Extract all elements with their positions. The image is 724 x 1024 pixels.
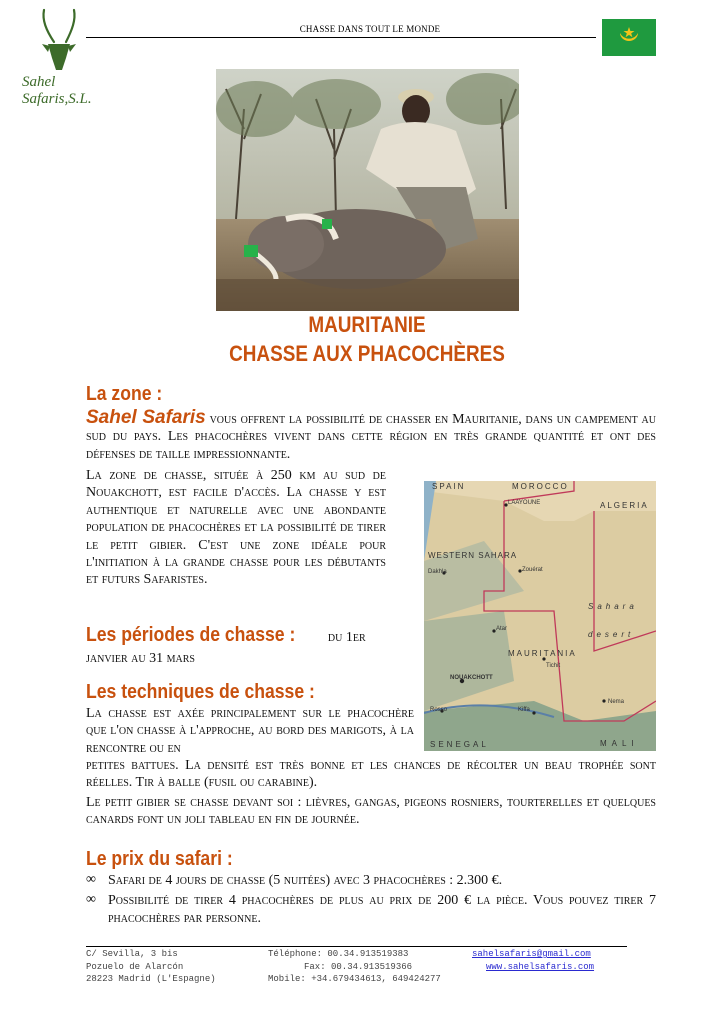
header-divider bbox=[86, 37, 596, 38]
zone-heading: La zone : bbox=[86, 383, 163, 405]
footer-phones bbox=[268, 948, 441, 986]
address-line-1: C/ Sevilla, 3 bis bbox=[86, 949, 178, 959]
map-label-sahara: Sahara bbox=[588, 602, 638, 611]
map-label-dakhla: Dakhla bbox=[428, 569, 447, 575]
mauritania-map bbox=[424, 481, 656, 751]
map-label-morocco: MOROCCO bbox=[512, 482, 569, 491]
techniques-heading: Les techniques de chasse : bbox=[86, 681, 315, 703]
prix-list bbox=[86, 872, 656, 927]
zone-intro-text: vous offrent la possibilité de chasser en Mauritanie, dans un campement au sud du pays. Les phacochères vivent dans cette région en très grande quantité et ont des défenses de taille impressionnante. bbox=[86, 412, 657, 462]
footer-links bbox=[472, 948, 594, 973]
techniques-text: petites battues. La densité est très bonne et les chances de récolter un beau trophée sont réelles. Tir à balle (fusil ou carabine). bbox=[86, 758, 656, 791]
map-label-algeria: ALGERIA bbox=[600, 501, 649, 510]
address-line-2: Pozuelo de Alarcón bbox=[86, 961, 184, 972]
map-label-kiffa: Kiffa bbox=[518, 707, 530, 713]
logo-line-1: Sahel bbox=[22, 74, 56, 90]
footer-address bbox=[86, 948, 216, 986]
map-label-mali: MALI bbox=[600, 739, 639, 748]
logo-line-2: Safaris,S.L. bbox=[22, 91, 92, 107]
page-title-hunt: CHASSE AUX PHACOCHÈRES bbox=[229, 341, 505, 366]
list-item bbox=[86, 892, 656, 927]
zone-intro bbox=[86, 409, 656, 463]
map-label-western-sahara: WESTERN SAHARA bbox=[428, 551, 518, 560]
list-item bbox=[86, 872, 656, 889]
map-label-mauritania: MAURITANIA bbox=[508, 649, 577, 658]
map-label-tichit: Tichit bbox=[546, 663, 561, 669]
map-label-nema: Nema bbox=[608, 699, 625, 705]
infinity-bullet-icon: ∞ bbox=[86, 892, 96, 908]
brand-name: Sahel Safaris bbox=[86, 407, 206, 428]
footer-phone: Téléphone: 00.34.913519383 bbox=[268, 949, 409, 959]
map-label-laayoune: LAAYOUNE bbox=[508, 500, 541, 506]
page-title-country: MAURITANIE bbox=[308, 312, 426, 337]
map-label-rosso: Rosso bbox=[430, 707, 448, 713]
map-label-spain: SPAIN bbox=[432, 482, 466, 491]
map-label-senegal: SENEGAL bbox=[430, 740, 489, 749]
periodes-section bbox=[86, 624, 416, 647]
periodes-text-line2: janvier au 31 mars bbox=[86, 651, 195, 666]
techniques-text-wrapped: La chasse est axée principalement sur le phacochère que l'on chasse à l'approche, au bord des marigots, à la rencontre ou en bbox=[86, 706, 414, 756]
address-line-3: 28223 Madrid (L'Espagne) bbox=[86, 974, 216, 984]
petit-gibier-text: Le petit gibier se chasse devant soi : lièvres, gangas, pigeons rosniers, tourterelles et quelques canards font un joli tableau en fin de journée. bbox=[86, 795, 656, 828]
footer-mobile: Mobile: +34.679434613, 649424277 bbox=[268, 974, 441, 984]
map-label-zouerat: Zouérat bbox=[522, 567, 543, 573]
zone-description: La zone de chasse, située à 250 km au sud de Nouakchott, est facile d'accès. La chasse y est authentique et naturelle avec une abondante population de phacochères et la possibilité de tirer le petit gibier. C'est une zone idéale pour l'initiation à la grande chasse pour les débutants et futurs Safaristes. bbox=[86, 468, 386, 588]
periodes-heading: Les périodes de chasse : bbox=[86, 624, 296, 646]
periodes-text-line1: du 1er bbox=[327, 630, 366, 645]
mauritania-flag-icon bbox=[602, 19, 656, 56]
hunter-warthog-photo bbox=[216, 69, 519, 311]
prix-item-2: Possibilité de tirer 4 phacochères de plus au prix de 200 € la pièce. Vous pouvez tirer 7 phacochères par personne. bbox=[108, 893, 656, 926]
prix-item-1: Safari de 4 jours de chasse (5 nuitées) avec 3 phacochères : 2.300 €. bbox=[108, 873, 503, 888]
map-label-desert: desert bbox=[588, 630, 635, 639]
header-title: CHASSE DANS TOUT LE MONDE bbox=[299, 24, 441, 34]
map-label-atar: Atar bbox=[496, 626, 508, 632]
footer-fax: Fax: 00.34.913519366 bbox=[304, 961, 413, 972]
website-link[interactable]: www.sahelsafaris.com bbox=[486, 961, 595, 972]
prix-heading: Le prix du safari : bbox=[86, 848, 233, 870]
email-link[interactable]: sahelsafaris@gmail.com bbox=[472, 949, 591, 959]
map-label-nouakchott: NOUAKCHOTT bbox=[450, 675, 493, 681]
logo-text bbox=[22, 74, 102, 108]
infinity-bullet-icon: ∞ bbox=[86, 872, 96, 887]
footer-divider bbox=[86, 946, 627, 947]
